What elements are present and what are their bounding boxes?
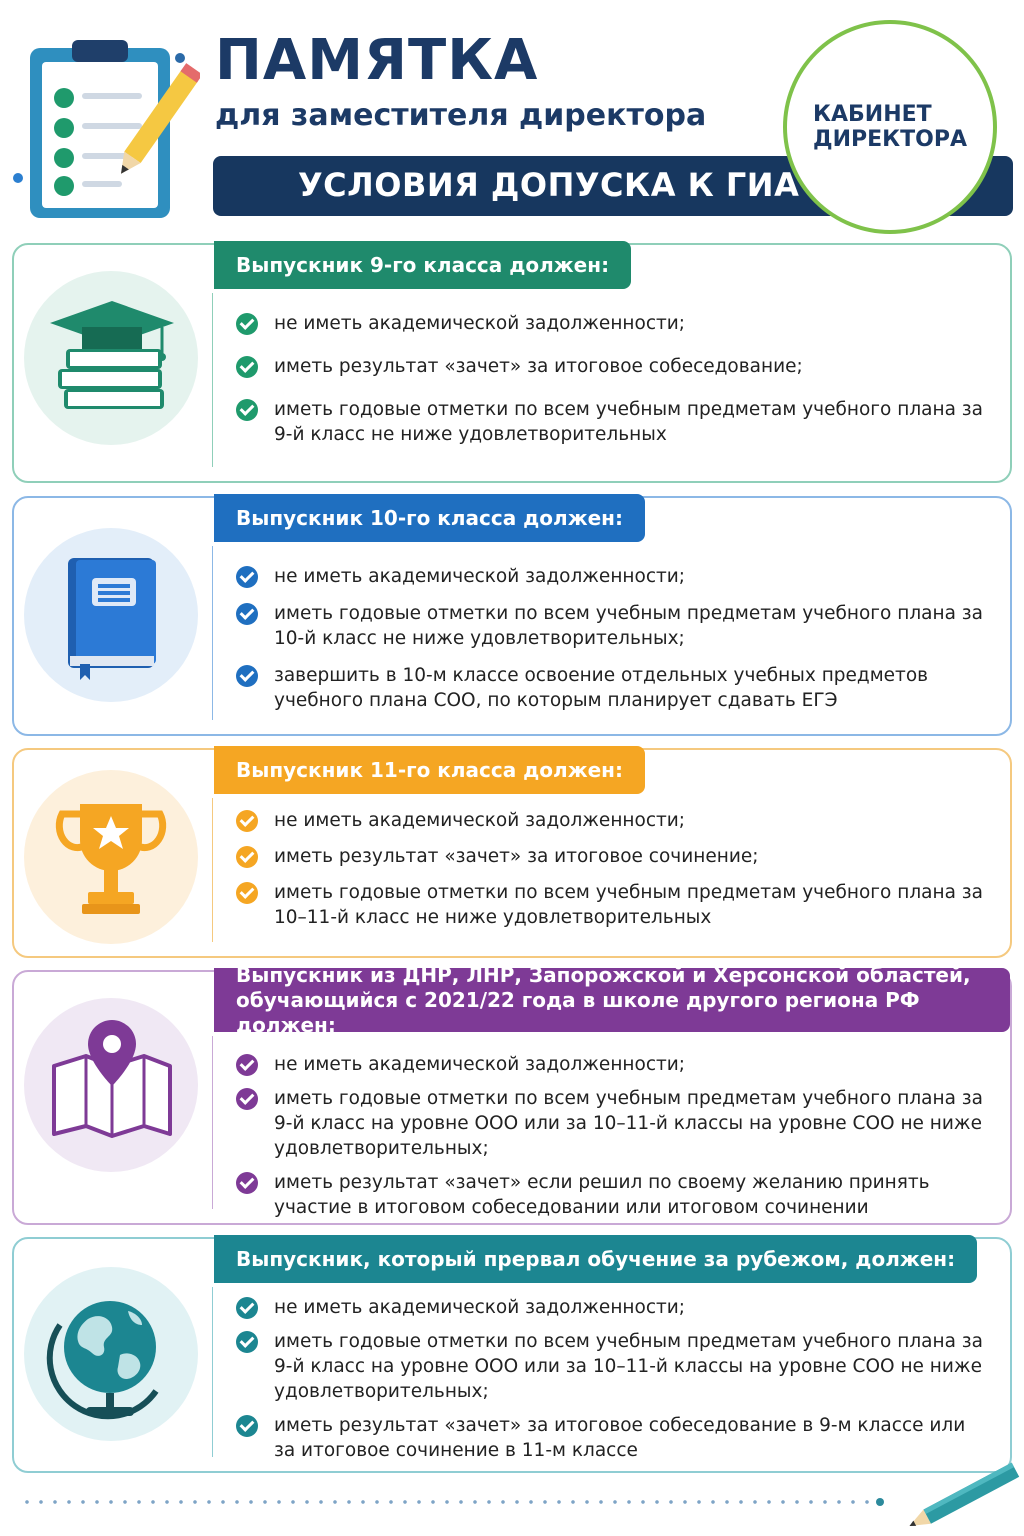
check-icon: [236, 1088, 258, 1110]
check-icon: [236, 356, 258, 378]
section-heading: Выпускник 11-го класса должен:: [214, 746, 645, 794]
list-item: не иметь академической задолженности;: [236, 808, 990, 833]
list-item: не иметь академической задолженности;: [236, 1052, 990, 1077]
list-item: не иметь академической задолженности;: [236, 311, 990, 336]
requirement-list: [236, 311, 990, 447]
check-icon: [236, 313, 258, 335]
section-abroad: [12, 1237, 1012, 1473]
check-icon: [236, 1415, 258, 1437]
header: [0, 0, 1024, 235]
clipboard-checklist-icon: [10, 18, 200, 218]
list-item: не иметь академической задолженности;: [236, 564, 990, 589]
graduation-cap-icon: [24, 271, 198, 445]
page-subtitle: для заместителя директора: [215, 98, 707, 133]
section-grade-9: [12, 243, 1012, 483]
requirement-list: [236, 564, 990, 713]
list-item: завершить в 10-м классе освоение отдельных учебных предметов учебного плана СОО, по которым планирует сдавать ЕГЭ: [236, 663, 990, 713]
list-item: иметь результат «зачет» за итоговое собеседование в 9-м классе или за итоговое сочинение в 11-м классе: [236, 1413, 990, 1463]
check-icon: [236, 1054, 258, 1076]
section-grade-10: [12, 496, 1012, 736]
topic-banner-text: УСЛОВИЯ ДОПУСКА К ГИА: [298, 166, 800, 204]
requirement-list: [236, 1052, 990, 1220]
check-icon: [236, 603, 258, 625]
logo-text: КАБИНЕТ ДИРЕКТОРА: [813, 102, 967, 152]
list-item: иметь результат «зачет» за итоговое сочинение;: [236, 844, 990, 869]
section-grade-11: [12, 748, 1012, 958]
check-icon: [236, 665, 258, 687]
check-icon: [236, 810, 258, 832]
check-icon: [236, 882, 258, 904]
globe-icon: [24, 1267, 198, 1441]
dotted-divider: [20, 1498, 890, 1506]
list-item: иметь годовые отметки по всем учебным предметам учебного плана за 10–11-й класс не ниже удовлетворительных: [236, 880, 990, 930]
pencil-icon: [900, 1462, 1024, 1532]
trophy-icon: [24, 770, 198, 944]
list-item: иметь годовые отметки по всем учебным предметам учебного плана за 10-й класс не ниже удовлетворительных;: [236, 601, 990, 651]
section-new-regions: [12, 962, 1012, 1225]
map-pin-icon: [24, 998, 198, 1172]
list-item: иметь годовые отметки по всем учебным предметам учебного плана за 9-й класс на уровне ООО или за 10–11-й классы на уровне СОО не ниже удовлетворительных;: [236, 1086, 990, 1161]
check-icon: [236, 399, 258, 421]
section-heading: Выпускник 9-го класса должен:: [214, 241, 631, 289]
list-item: иметь годовые отметки по всем учебным предметам учебного плана за 9-й класс на уровне ООО или за 10–11-й классы на уровне СОО не ниже удовлетворительных;: [236, 1329, 990, 1404]
logo-badge: [783, 20, 997, 234]
check-icon: [236, 846, 258, 868]
page-title: ПАМЯТКА: [215, 28, 539, 93]
requirement-list: [236, 1295, 990, 1463]
check-icon: [236, 1331, 258, 1353]
check-icon: [236, 566, 258, 588]
divider-end-dot: [876, 1498, 884, 1506]
list-item: иметь результат «зачет» если решил по своему желанию принять участие в итоговом собеседовании или итоговом сочинении: [236, 1170, 990, 1220]
requirement-list: [236, 808, 990, 930]
section-heading: Выпускник 10-го класса должен:: [214, 494, 645, 542]
check-icon: [236, 1172, 258, 1194]
section-heading: Выпускник из ДНР, ЛНР, Запорожской и Херсонской областей, обучающийся с 2021/22 года в школе другого региона РФ должен:: [214, 968, 1010, 1032]
book-icon: [24, 528, 198, 702]
check-icon: [236, 1297, 258, 1319]
list-item: иметь результат «зачет» за итоговое собеседование;: [236, 354, 990, 379]
list-item: не иметь академической задолженности;: [236, 1295, 990, 1320]
list-item: иметь годовые отметки по всем учебным предметам учебного плана за 9-й класс не ниже удовлетворительных: [236, 397, 990, 447]
section-heading: Выпускник, который прервал обучение за рубежом, должен:: [214, 1235, 977, 1283]
